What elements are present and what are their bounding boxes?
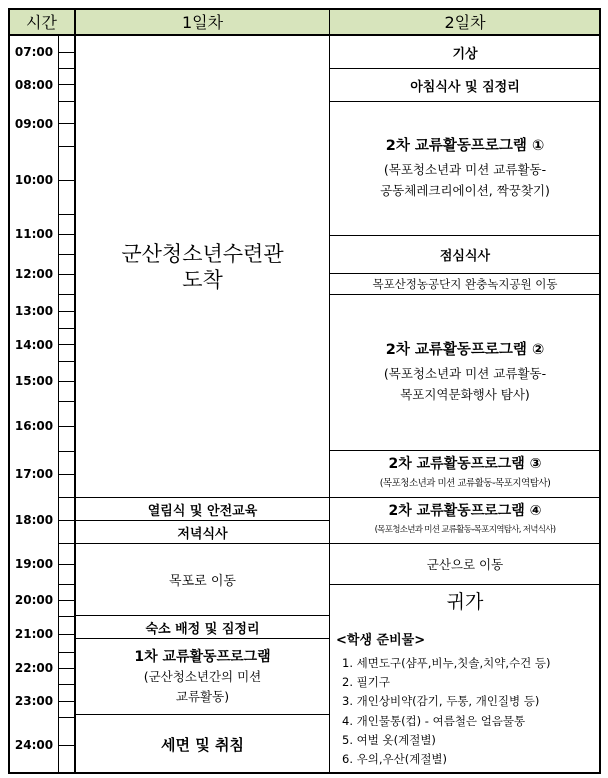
- day2-row-divider: [330, 235, 600, 236]
- time-tick: [58, 584, 75, 585]
- day2-program-d: [330, 498, 600, 543]
- day2-row-divider: [330, 497, 600, 498]
- day1-program1-desc1: (군산청소년간의 미션: [143, 668, 262, 684]
- day2-return-home: 귀가: [446, 590, 484, 613]
- time-tick: [58, 234, 75, 235]
- table-border-top: [8, 8, 601, 10]
- time-tick: [58, 401, 75, 402]
- time-tick: [58, 564, 75, 565]
- time-tick: [58, 745, 75, 746]
- time-label: 15:00: [14, 374, 54, 388]
- day1-arrival-line1: 군산청소년수련관: [121, 241, 284, 266]
- time-label: 07:00: [14, 45, 54, 59]
- day2-move-gunsan: 군산으로 이동: [426, 557, 504, 572]
- time-tick: [58, 652, 75, 653]
- day2-row-divider: [330, 101, 600, 102]
- prep-item: 5. 여벌 옷(계절별): [342, 732, 436, 747]
- time-label: 12:00: [14, 267, 54, 281]
- header-day2-label: 2일차: [444, 13, 486, 32]
- day2-program-b-title: 2차 교류활동프로그램 ②: [385, 342, 545, 358]
- time-label: 24:00: [14, 737, 54, 752]
- time-tick: [58, 451, 75, 452]
- col-divider: [329, 8, 330, 774]
- time-label: 08:00: [14, 77, 54, 92]
- day2-breakfast: 아침식사 및 짐정리: [410, 79, 520, 95]
- day2-wakeup: 기상: [452, 46, 478, 62]
- time-label: 20:00: [14, 593, 54, 607]
- time-tick: [58, 344, 75, 345]
- time-label: 16:00: [14, 419, 54, 433]
- time-label: 11:00: [14, 227, 54, 241]
- day1-opening: 열림식 및 안전교육: [147, 503, 258, 519]
- day2-program-c-desc: (목포청소년과 미션 교류활동-목포지역탐사): [379, 478, 551, 489]
- time-tick: [58, 381, 75, 382]
- day2-row-divider: [330, 294, 600, 295]
- day2-program-a-desc1: (목포청소년과 미션 교류활동-: [383, 162, 547, 177]
- time-tick: [58, 543, 75, 544]
- prep-item: 3. 개인상비약(감기, 두통, 개인질병 등): [342, 694, 540, 709]
- time-tick: [58, 180, 75, 181]
- day2-row-divider: [330, 68, 600, 69]
- time-tick: [58, 616, 75, 617]
- time-label: 13:00: [14, 304, 54, 318]
- header-time-label: 시간: [26, 13, 57, 32]
- time-tick: [58, 84, 75, 85]
- header-time: [8, 8, 75, 35]
- time-label: 18:00: [14, 513, 54, 527]
- day2-program-b: [330, 295, 600, 450]
- day2-park-move: 목포산정농공단지 완충녹지공원 이동: [372, 277, 558, 291]
- prep-item: 1. 세면도구(샴푸,비누,칫솔,치약,수건 등): [342, 656, 551, 670]
- time-tick: [58, 361, 75, 362]
- day1-row-divider: [75, 497, 330, 498]
- table-border-left: [8, 8, 10, 774]
- time-tick: [58, 634, 75, 635]
- header-day1-label: 1일차: [181, 13, 224, 32]
- day1-lodging: 숙소 배정 및 짐정리: [145, 621, 260, 637]
- time-tick: [58, 701, 75, 702]
- table-border-bottom: [8, 772, 601, 774]
- day2-program-b-desc1: (목포청소년과 미션 교류활동-: [383, 366, 547, 381]
- day1-arrival-line2: 도착: [182, 267, 223, 292]
- time-tick: [58, 146, 75, 147]
- time-label: 23:00: [14, 693, 54, 708]
- day1-program1-desc2: 교류활동): [175, 688, 230, 704]
- time-label: 17:00: [14, 467, 54, 481]
- time-tick: [58, 123, 75, 124]
- day1-move: 목포로 이동: [169, 574, 236, 589]
- prep-list: [336, 632, 598, 772]
- day2-program-a: [330, 102, 600, 235]
- day1-dinner: 저녁식사: [177, 526, 228, 542]
- day2-program-d-title: 2차 교류활동프로그램 ④: [388, 502, 542, 519]
- day1-row-divider: [75, 520, 330, 521]
- time-tick: [58, 52, 75, 53]
- header-divider: [8, 34, 601, 36]
- header-day1: [75, 8, 330, 35]
- day2-lunch: 점심식사: [439, 249, 491, 264]
- time-tick: [58, 684, 75, 685]
- time-label: 19:00: [14, 556, 54, 571]
- time-tick: [58, 101, 75, 102]
- day2-program-c: [330, 451, 600, 497]
- day1-row-divider: [75, 638, 330, 639]
- time-tick: [58, 68, 75, 69]
- time-label: 22:00: [14, 661, 54, 675]
- day2-program-a-desc2: 공동체레크리에이션, 짝꿍찾기): [380, 183, 550, 198]
- time-tick: [58, 426, 75, 427]
- day2-row-divider: [330, 543, 600, 544]
- time-label: 21:00: [14, 627, 54, 641]
- day1-row-divider: [75, 615, 330, 616]
- header-day2: [330, 8, 600, 35]
- day1-row-divider: [75, 714, 330, 715]
- day1-program1-title: 1차 교류활동프로그램: [134, 648, 271, 665]
- prep-item: 6. 우의,우산(계절별): [342, 752, 448, 767]
- time-tick: [58, 600, 75, 601]
- day1-sleep: 세면 및 취침: [161, 735, 244, 754]
- day2-row-divider: [330, 584, 600, 585]
- time-tick: [58, 328, 75, 329]
- day2-row-divider: [330, 273, 600, 274]
- time-tick: [58, 474, 75, 475]
- time-tick: [58, 311, 75, 312]
- day2-program-a-title: 2차 교류활동프로그램 ①: [385, 138, 545, 154]
- time-tick: [58, 668, 75, 669]
- time-tick: [58, 214, 75, 215]
- table-border-right: [599, 8, 601, 774]
- time-tick: [58, 520, 75, 521]
- prep-item: 4. 개인물통(컵) - 여름철은 얼음물통: [342, 713, 526, 728]
- day1-program1: [75, 639, 330, 714]
- day2-program-d-desc: (목포청소년과 미션 교류활동-목포지역탐사, 저녁식사): [374, 524, 556, 535]
- time-tick: [58, 717, 75, 718]
- prep-item: 2. 필기구: [342, 675, 390, 690]
- prep-title: <학생 준비물>: [336, 633, 426, 648]
- time-tick: [58, 497, 75, 498]
- time-tick: [58, 254, 75, 255]
- day1-arrival: [75, 36, 330, 497]
- time-label: 09:00: [14, 116, 54, 131]
- time-tick: [58, 294, 75, 295]
- day2-program-b-desc2: 목포지역문화행사 탐사): [400, 387, 530, 402]
- day1-row-divider: [75, 543, 330, 544]
- day2-row-divider: [330, 450, 600, 451]
- time-label: 14:00: [14, 337, 54, 352]
- day2-program-c-title: 2차 교류활동프로그램 ③: [388, 456, 542, 472]
- time-tick: [58, 274, 75, 275]
- time-label: 10:00: [14, 173, 54, 187]
